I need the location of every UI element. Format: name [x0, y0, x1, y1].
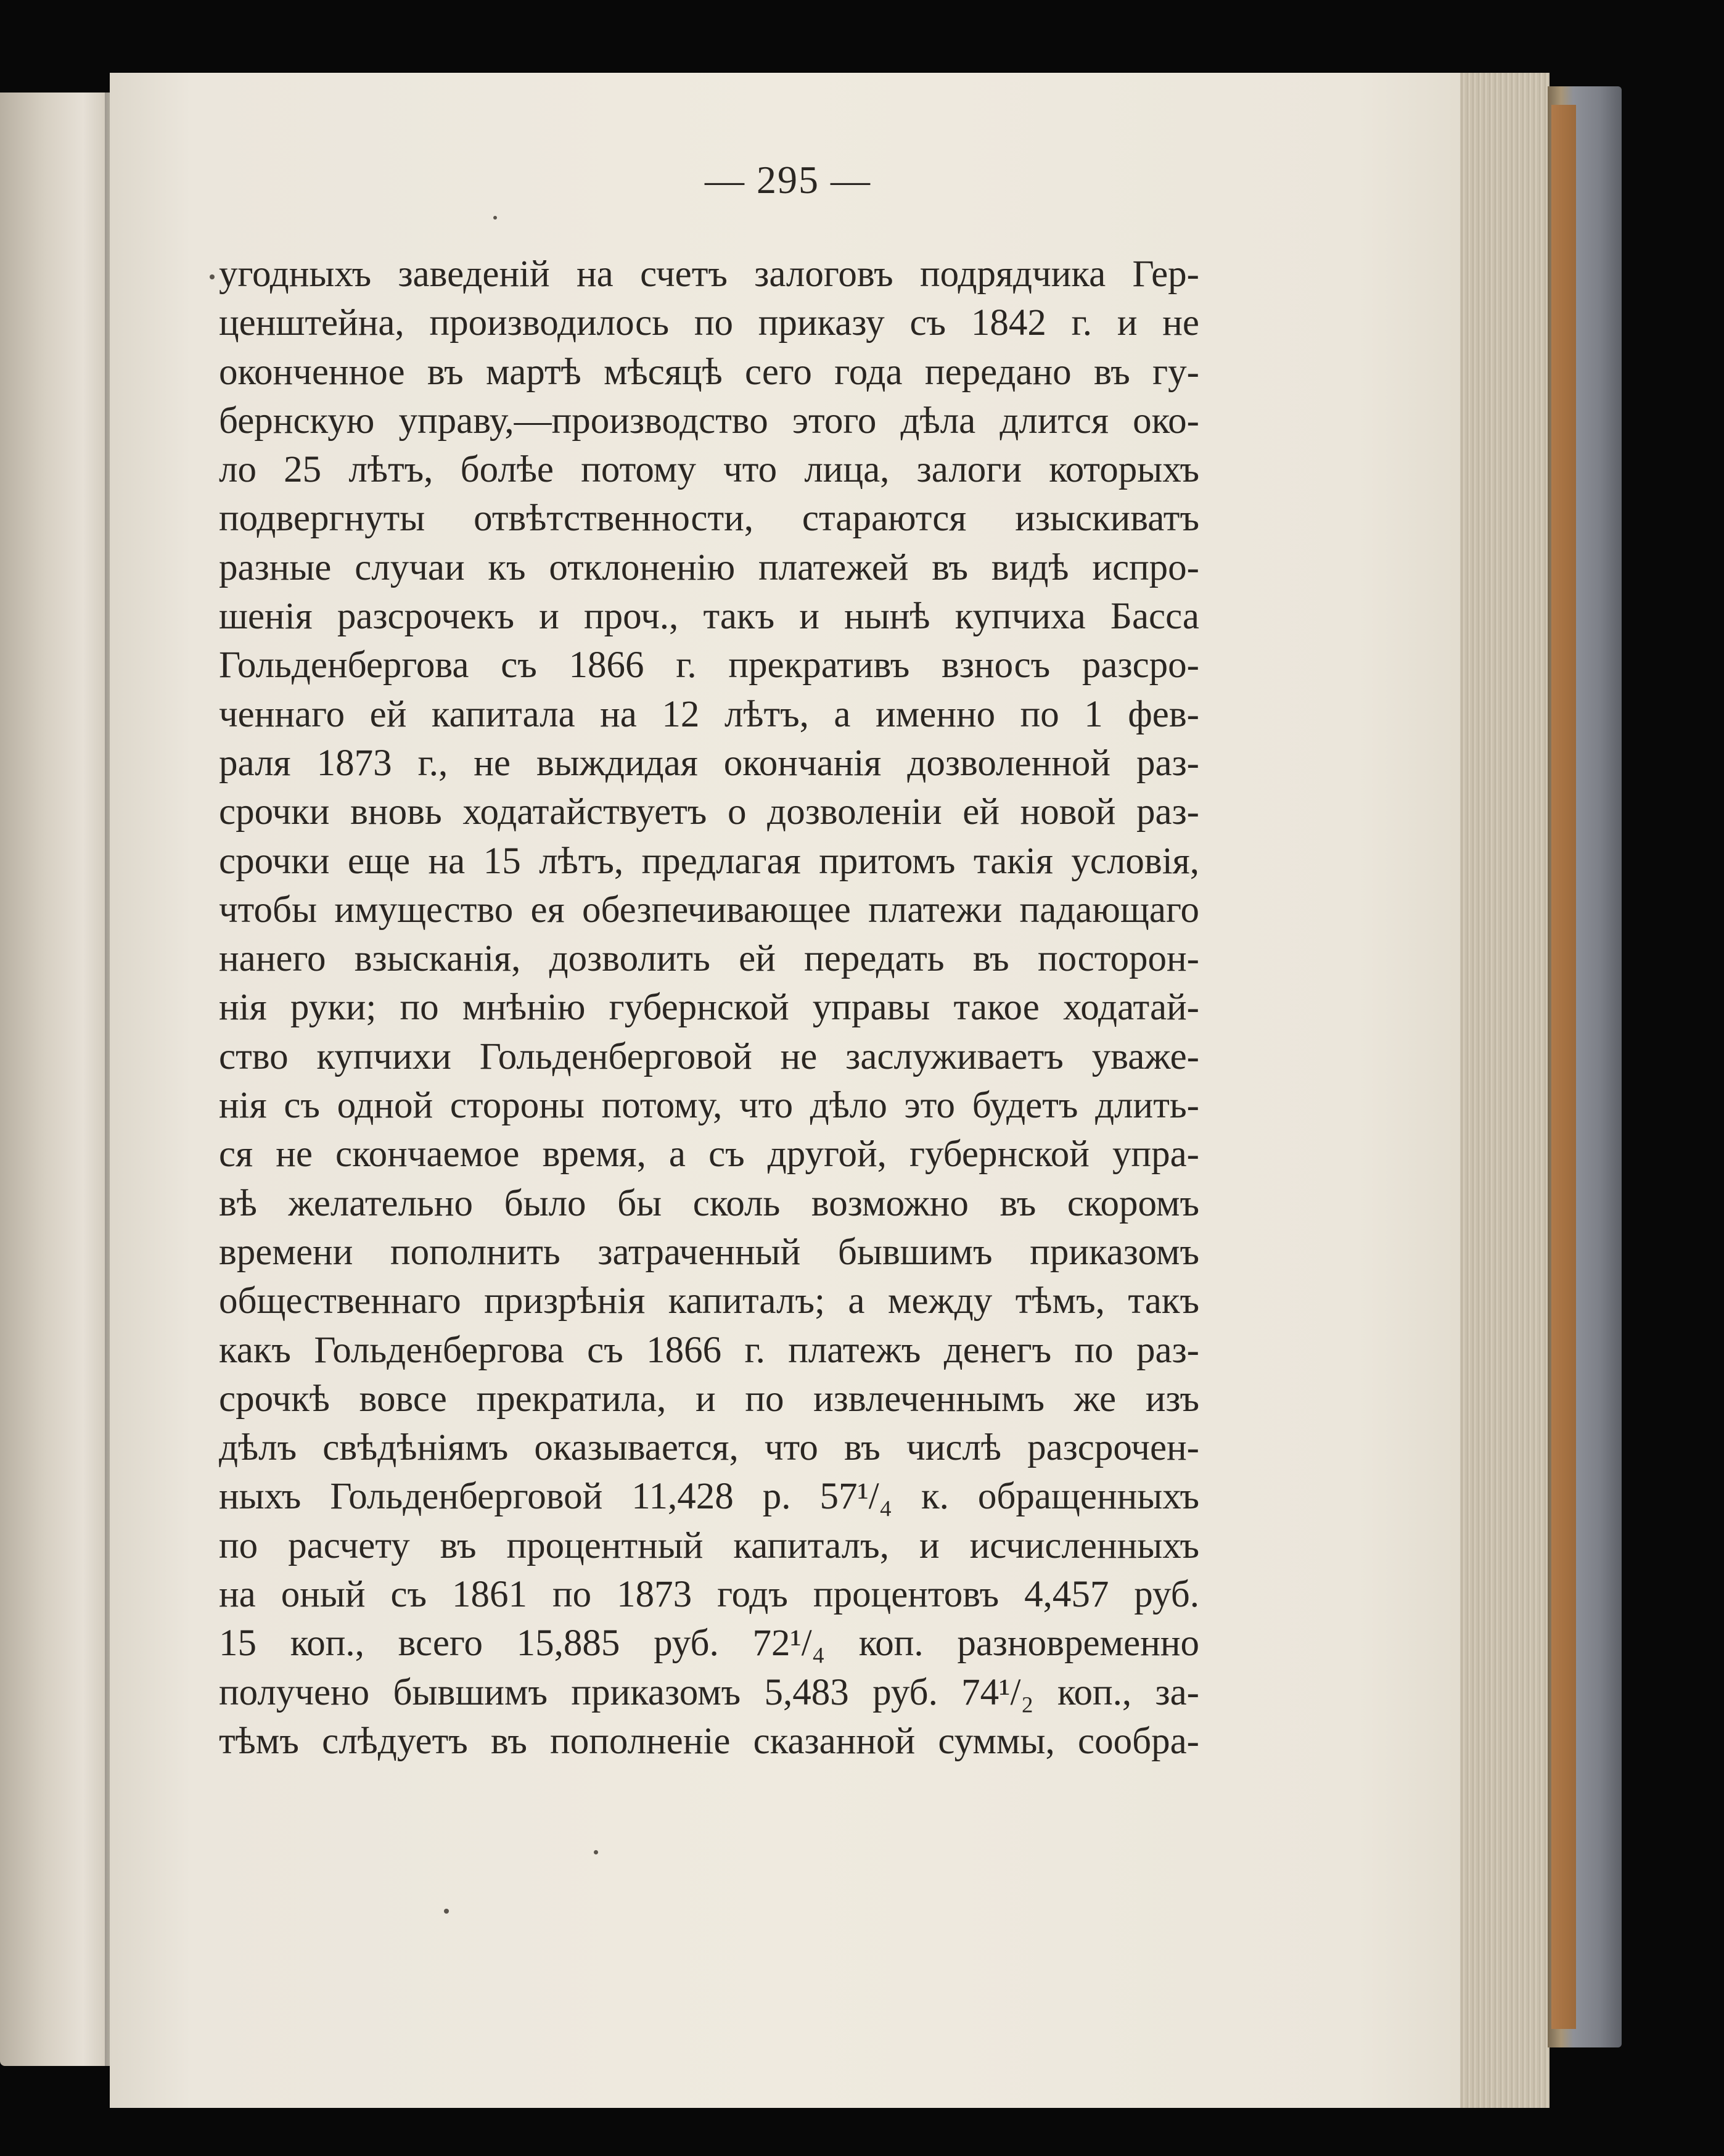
- page-number: — 295 —: [705, 158, 871, 202]
- ink-speck: [210, 274, 215, 279]
- text-line: нiя съ одной стороны потому, что дѣло это будетъ длить-: [219, 1085, 1199, 1127]
- text-line: получено бывшимъ приказомъ 5,483 руб. 74¹/₂ коп., за-: [219, 1671, 1199, 1713]
- text-line: ство купчихи Гольденберговой не заслуживаетъ уваже-: [219, 1035, 1199, 1077]
- text-line: ченнаго ей капитала на 12 лѣтъ, а именно по 1 фев-: [219, 693, 1199, 735]
- text-line: нанего взысканiя, дозволить ей передать въ посторон-: [219, 938, 1199, 980]
- text-line: срочкѣ вовсе прекратила, и по извлеченнымъ же изъ: [219, 1378, 1199, 1420]
- text-line: раля 1873 г., не выждидая окончанiя дозволенной раз-: [219, 742, 1199, 784]
- text-line: срочки еще на 15 лѣтъ, предлагая притомъ такiя условiя,: [219, 840, 1199, 882]
- body-text: [219, 250, 1199, 1766]
- text-line: вѣ желательно было бы сколь возможно въ скоромъ: [219, 1182, 1199, 1224]
- text-line: ценштейна, производилось по приказу съ 1842 г. и не: [219, 302, 1199, 344]
- text-line: на оный съ 1861 по 1873 годъ процентовъ 4,457 руб.: [219, 1574, 1199, 1616]
- text-line: 15 коп., всего 15,885 руб. 72¹/₄ коп. разновременно: [219, 1623, 1199, 1664]
- text-line: чтобы имущество ея обезпечивающее платежи падающаго: [219, 889, 1199, 931]
- text-line: времени пополнить затраченный бывшимъ приказомъ: [219, 1231, 1199, 1273]
- cover-inner-edge: [1551, 105, 1576, 2029]
- text-line: разные случаи къ отклоненiю платежей въ видѣ испро-: [219, 546, 1199, 588]
- text-line: ся не скончаемое время, а съ другой, губернской упра-: [219, 1134, 1199, 1175]
- text-line: угодныхъ заведенiй на счетъ залоговъ подрядчика Гер-: [219, 253, 1199, 295]
- ink-speck: [493, 216, 497, 220]
- text-line: общественнаго призрѣнiя капиталъ; а между тѣмъ, такъ: [219, 1280, 1199, 1322]
- text-line: по расчету въ процентный капиталъ, и исчисленныхъ: [219, 1524, 1199, 1566]
- text-line: Гольденбергова съ 1866 г. прекративъ взносъ разсро-: [219, 644, 1199, 686]
- page-edges: [1460, 73, 1550, 2108]
- text-line: ныхъ Гольденберговой 11,428 р. 57¹/₄ к. обращенныхъ: [219, 1476, 1199, 1518]
- text-line: какъ Гольденбергова съ 1866 г. платежъ денегъ по раз-: [219, 1329, 1199, 1371]
- left-page: [0, 93, 111, 2066]
- text-line: ло 25 лѣтъ, болѣе потому что лица, залоги которыхъ: [219, 449, 1199, 491]
- text-line: дѣлъ свѣдѣнiямъ оказывается, что въ числѣ разсрочен-: [219, 1427, 1199, 1469]
- ink-speck: [444, 1909, 449, 1914]
- text-line: оконченное въ мартѣ мѣсяцѣ сего года передано въ гу-: [219, 351, 1199, 393]
- ink-speck: [594, 1850, 598, 1854]
- text-line: бернскую управу,—производство этого дѣла длится око-: [219, 400, 1199, 442]
- text-line: нiя руки; по мнѣнiю губернской управы такое ходатай-: [219, 987, 1199, 1029]
- text-line: подвергнуты отвѣтственности, стараются изыскиватъ: [219, 498, 1199, 540]
- text-line: срочки вновь ходатайствуетъ о дозволенiи ей новой раз-: [219, 791, 1199, 833]
- text-line: шенiя разсрочекъ и проч., такъ и нынѣ купчиха Басса: [219, 596, 1199, 638]
- text-line: тѣмъ слѣдуетъ въ пополненiе сказанной суммы, сообра-: [219, 1720, 1199, 1762]
